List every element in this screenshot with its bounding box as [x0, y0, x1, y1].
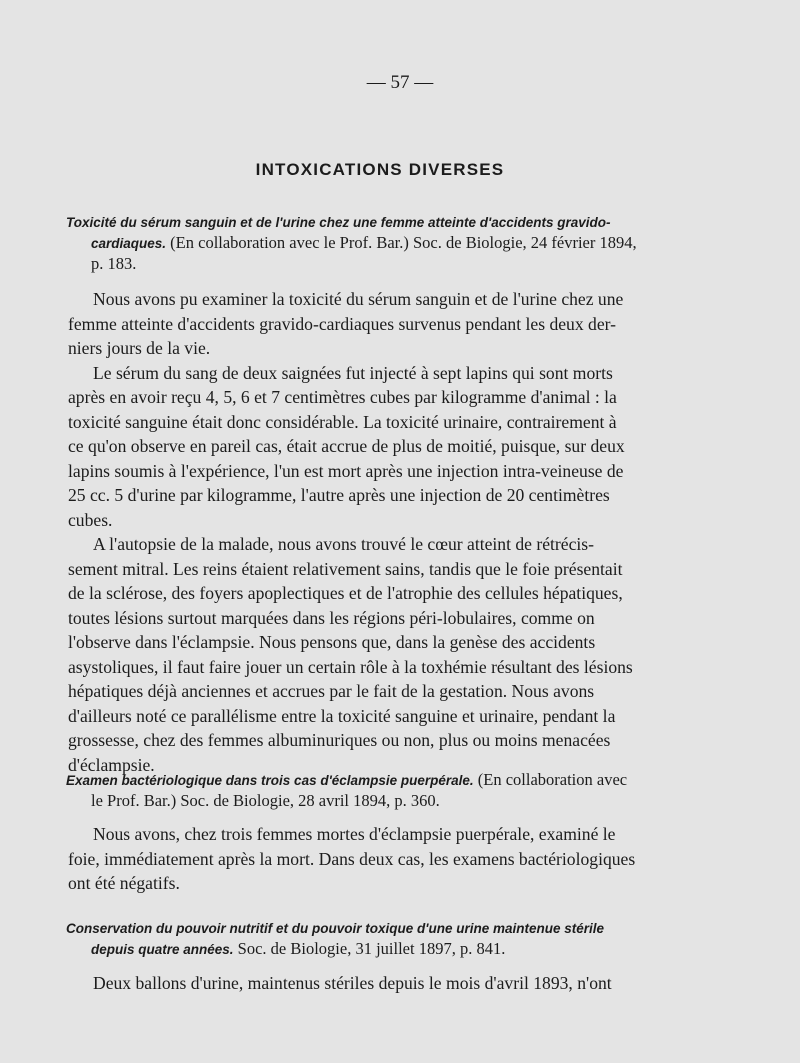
- reference-title: Toxicité du sérum sanguin et de l'urine chez une femme atteinte d'accidents gravido-: [66, 215, 611, 230]
- body-line: sement mitral. Les reins étaient relativement sains, tandis que le foie présentait: [68, 558, 623, 579]
- body-line: ce qu'on observe en pareil cas, était accrue de plus de moitié, puisque, sur deux: [68, 436, 625, 456]
- body-line: asystoliques, il faut faire jouer un certain rôle à la toxhémie résultant des lésions: [68, 656, 633, 677]
- reference-text: (En collaboration avec le Prof. Bar.) Soc. de Biologie, 24 février 1894,: [166, 233, 637, 252]
- body-line: l'observe dans l'éclampsie. Nous pensons que, dans la genèse des accidents: [68, 632, 596, 652]
- reference-2: [66, 770, 698, 811]
- body-line: toutes lésions surtout marquées dans les régions péri-lobulaires, comme on: [68, 607, 595, 628]
- body-line: hépatiques déjà anciennes et accrues par le fait de la gestation. Nous avons: [68, 681, 595, 701]
- body-line: toxicité sanguine était donc considérable. La toxicité urinaire, contrairement à: [68, 411, 617, 432]
- reference-line: [66, 233, 698, 254]
- body-line: A l'autopsie de la malade, nous avons trouvé le cœur atteint de rétrécis-: [93, 534, 595, 554]
- body-line: d'éclampsie.: [68, 754, 155, 775]
- page-number: — 57 —: [366, 72, 434, 93]
- body-text-3: [68, 971, 698, 996]
- body-text-2: [68, 822, 698, 896]
- reference-title: depuis quatre années.: [91, 942, 234, 957]
- reference-3: [66, 918, 698, 960]
- body-line: cubes.: [68, 509, 113, 530]
- body-line: femme atteinte d'accidents gravido-cardiaques survenus pendant les deux der-: [68, 313, 617, 334]
- reference-title: Conservation du pouvoir nutritif et du pouvoir toxique d'une urine maintenue stérile: [66, 921, 604, 936]
- reference-text: Soc. de Biologie, 31 juillet 1897, p. 841.: [233, 939, 506, 958]
- reference-line: [66, 770, 698, 791]
- body-line: niers jours de la vie.: [68, 338, 211, 358]
- body-line: d'ailleurs noté ce parallélisme entre la toxicité sanguine et urinaire, pendant la: [68, 705, 616, 726]
- reference-line: [66, 939, 698, 960]
- reference-title: Examen bactériologique dans trois cas d'éclampsie puerpérale.: [66, 773, 474, 788]
- body-line: après en avoir reçu 4, 5, 6 et 7 centimètres cubes par kilogramme d'animal : la: [68, 387, 617, 407]
- reference-line: [66, 254, 698, 274]
- body-text-1: [68, 287, 698, 777]
- body-line: lapins soumis à l'expérience, l'un est mort après une injection intra-veineuse de: [68, 460, 624, 481]
- reference-title: cardiaques.: [91, 236, 167, 251]
- reference-text: (En collaboration avec: [473, 770, 628, 789]
- body-line: de la sclérose, des foyers apoplectiques et de l'atrophie des cellules hépatiques,: [68, 583, 623, 603]
- reference-line: [66, 918, 698, 939]
- reference-line: [66, 791, 698, 811]
- reference-text: p. 183.: [91, 254, 137, 273]
- body-line: Nous avons, chez trois femmes mortes d'éclampsie puerpérale, examiné le: [93, 824, 616, 844]
- reference-1: [66, 212, 698, 274]
- body-line: Deux ballons d'urine, maintenus stériles depuis le mois d'avril 1893, n'ont: [93, 973, 612, 993]
- reference-text: le Prof. Bar.) Soc. de Biologie, 28 avril 1894, p. 360.: [91, 791, 440, 810]
- body-line: grossesse, chez des femmes albuminuriques ou non, plus ou moins menacées: [68, 730, 611, 750]
- body-line: Nous avons pu examiner la toxicité du sérum sanguin et de l'urine chez une: [93, 289, 624, 309]
- reference-line: [66, 212, 698, 233]
- body-line: Le sérum du sang de deux saignées fut injecté à sept lapins qui sont morts: [93, 362, 613, 383]
- body-line: foie, immédiatement après la mort. Dans deux cas, les examens bactériologiques: [68, 848, 636, 869]
- body-line: ont été négatifs.: [68, 873, 180, 893]
- section-title: INTOXICATIONS DIVERSES: [255, 160, 505, 179]
- body-line: 25 cc. 5 d'urine par kilogramme, l'autre après une injection de 20 centimètres: [68, 485, 610, 505]
